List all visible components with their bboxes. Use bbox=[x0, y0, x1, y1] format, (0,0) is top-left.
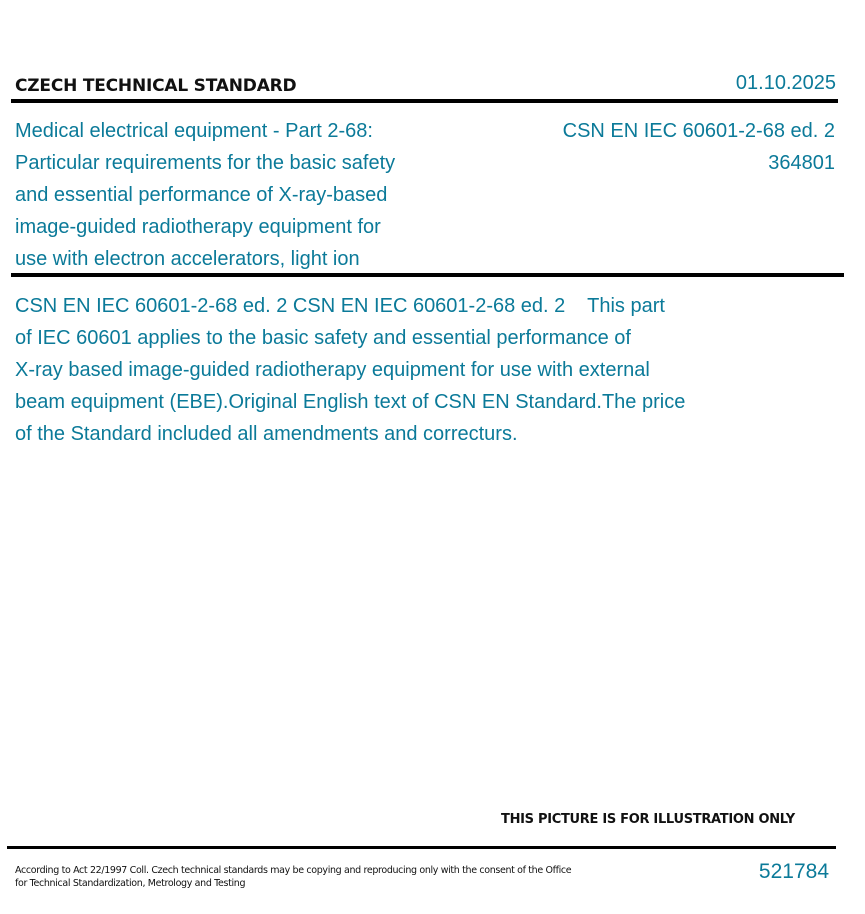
standard-title bbox=[15, 115, 445, 275]
standard-identifiers bbox=[563, 115, 835, 179]
abstract-line: of IEC 60601 applies to the basic safety and essential performance of bbox=[15, 327, 631, 349]
standard-title-line: Medical electrical equipment - Part 2-68: bbox=[15, 120, 373, 142]
title-divider bbox=[11, 273, 844, 277]
document-type-heading: CZECH TECHNICAL STANDARD bbox=[15, 76, 297, 96]
publication-date: 01.10.2025 bbox=[735, 72, 836, 94]
catalog-number: 364801 bbox=[768, 152, 835, 174]
illustration-disclaimer: THIS PICTURE IS FOR ILLUSTRATION ONLY bbox=[501, 812, 795, 827]
legal-notice-line: According to Act 22/1997 Coll. Czech technical standards may be copying and reproducing only with the consent of the Office bbox=[15, 865, 572, 876]
header-divider bbox=[11, 99, 838, 103]
abstract-line: X-ray based image-guided radiotherapy equipment for use with external bbox=[15, 359, 650, 381]
standard-title-line: Particular requirements for the basic safety bbox=[15, 152, 396, 174]
standard-title-line: image-guided radiotherapy equipment for bbox=[15, 216, 381, 238]
standard-abstract bbox=[15, 290, 755, 450]
abstract-line: beam equipment (EBE).Original English text of CSN EN Standard.The price bbox=[15, 391, 686, 413]
document-number: 521784 bbox=[758, 860, 829, 883]
legal-notice bbox=[15, 864, 571, 890]
legal-notice-line: for Technical Standardization, Metrology and Testing bbox=[15, 878, 246, 889]
abstract-line: CSN EN IEC 60601-2-68 ed. 2 CSN EN IEC 60601-2-68 ed. 2 This part bbox=[15, 295, 665, 317]
footer-divider bbox=[7, 846, 836, 849]
standard-title-line: use with electron accelerators, light ion bbox=[15, 248, 360, 270]
standard-designation: CSN EN IEC 60601-2-68 ed. 2 bbox=[562, 120, 835, 142]
standard-title-line: and essential performance of X-ray-based bbox=[15, 184, 388, 206]
abstract-line: of the Standard included all amendments and correcturs. bbox=[15, 423, 518, 445]
